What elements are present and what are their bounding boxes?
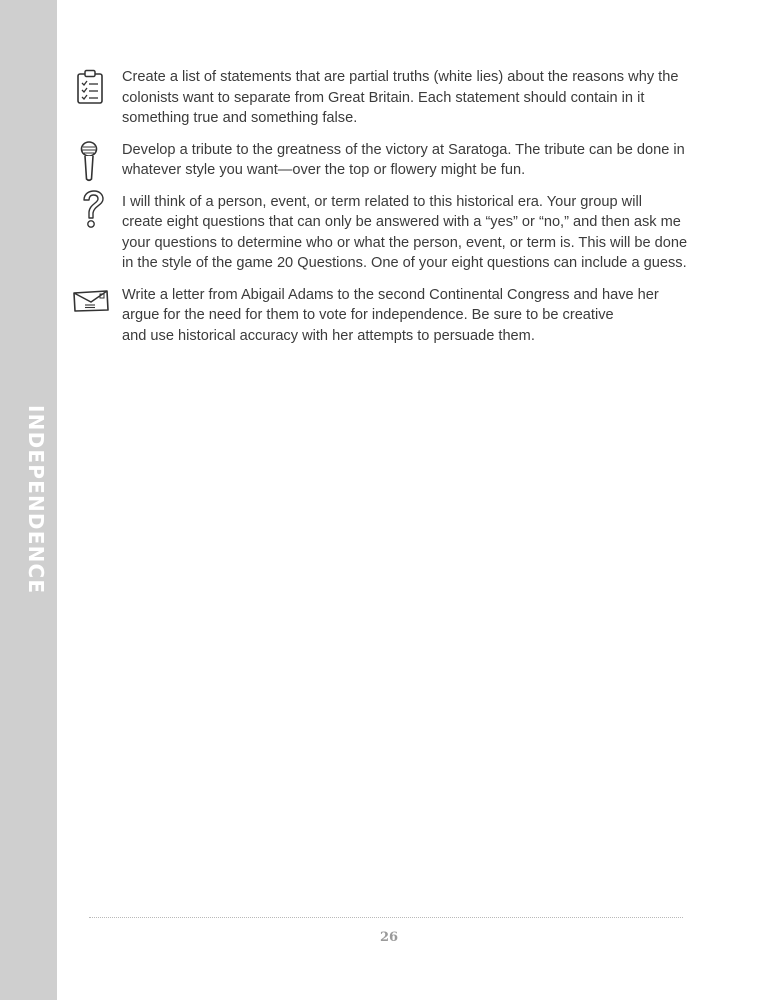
activity-text-line: your questions to determine who or what the person, event, or term is. This will be done xyxy=(122,234,688,251)
envelope-icon xyxy=(72,287,112,331)
page-number: 26 xyxy=(379,930,399,945)
activity-text-line: argue for the need for them to vote for independence. Be sure to be creative xyxy=(122,307,614,323)
clipboard-icon xyxy=(76,69,116,113)
activity-item-question xyxy=(70,192,710,274)
activity-text-line: Develop a tribute to the greatness of the victory at Saratoga. The tribute can be done in xyxy=(122,141,685,158)
footer-divider xyxy=(89,917,683,918)
activity-list xyxy=(70,67,710,357)
activity-item-envelope xyxy=(70,285,710,347)
microphone-icon xyxy=(79,141,119,185)
activity-text-line: I will think of a person, event, or term related to this historical era. Your group will xyxy=(122,193,642,210)
activity-text-line: something true and something false. xyxy=(122,110,358,126)
question-mark-icon xyxy=(81,190,121,234)
activity-text-line: and use historical accuracy with her attempts to persuade them. xyxy=(122,327,535,344)
activity-text-line: whatever style you want—over the top or flowery might be fun. xyxy=(122,162,526,178)
activity-text-line: create eight questions that can only be answered with a “yes” or “no,” and then ask me xyxy=(122,214,681,230)
activity-text-line: in the style of the game 20 Questions. One of your eight questions can include a guess. xyxy=(122,255,687,271)
activity-text-line: Write a letter from Abigail Adams to the second Continental Congress and have her xyxy=(122,286,659,303)
activity-text-line: Create a list of statements that are partial truths (white lies) about the reasons why the xyxy=(122,69,679,85)
section-label: INDEPENDENCE xyxy=(24,405,48,595)
activity-text-line: colonists want to separate from Great Britain. Each statement should contain in it xyxy=(122,89,645,106)
activity-item-clipboard xyxy=(70,67,710,129)
activity-item-microphone xyxy=(70,140,710,181)
